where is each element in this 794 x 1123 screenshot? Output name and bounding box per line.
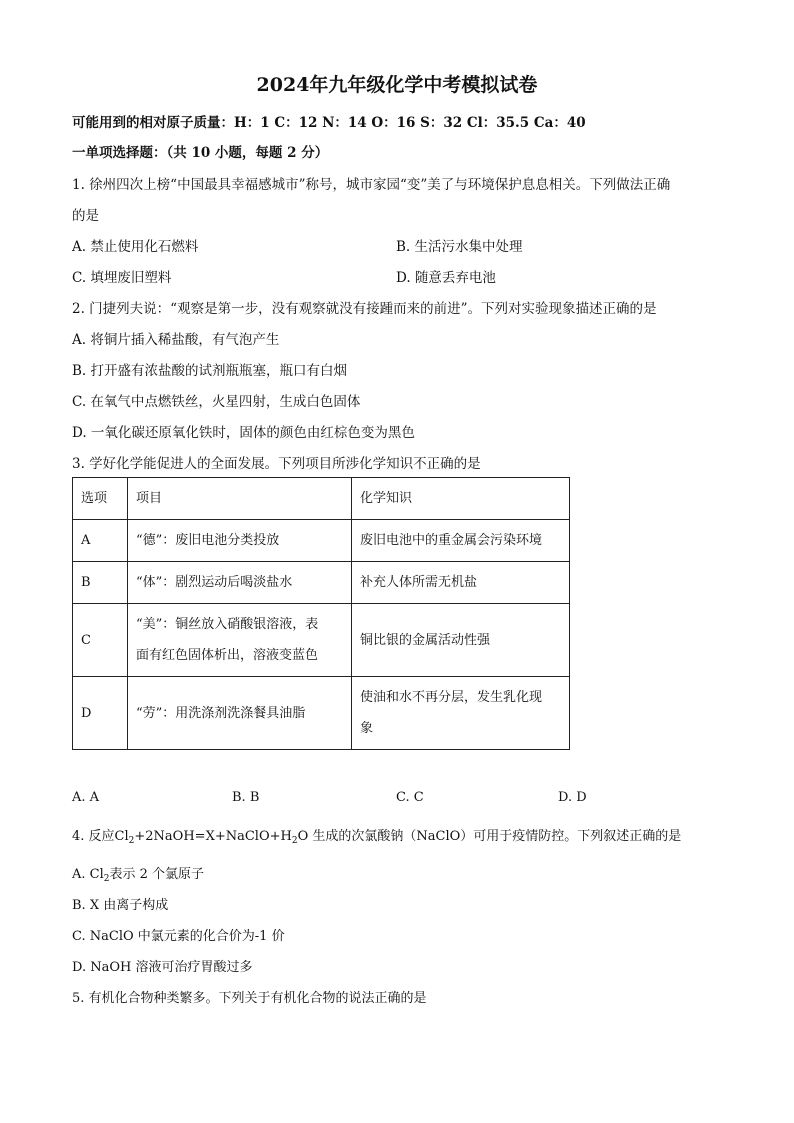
q1-option-a: A. 禁止使用化石燃料 <box>72 239 199 255</box>
table-row <box>73 562 570 604</box>
header-knowledge: 化学知识 <box>352 478 570 520</box>
q4-stem <box>72 825 681 844</box>
table-row <box>73 604 570 677</box>
q2-option-c: C. 在氧气中点燃铁丝，火星四射，生成白色固体 <box>72 394 361 410</box>
q4-option-d: D. NaOH 溶液可治疗胃酸过多 <box>72 960 253 975</box>
row-knowledge-line2: 象 <box>360 721 374 736</box>
q4-option-a-text: 表示 2 个氯原子 <box>109 867 205 882</box>
row-item: “德”：废旧电池分类投放 <box>128 520 352 562</box>
equation-o: O <box>297 829 309 844</box>
row-knowledge: 铜比银的金属活动性强 <box>352 604 570 677</box>
atomic-masses: 可能用到的相对原子质量：H：1 C：12 N：14 O：16 S：32 Cl：35.5 Ca：40 <box>72 115 586 131</box>
row-item: “劳”：用洗涤剂洗涤餐具油脂 <box>128 677 352 750</box>
header-option: 选项 <box>73 478 128 520</box>
q5-stem: 5. 有机化合物种类繁多。下列关于有机化合物的说法正确的是 <box>72 991 427 1006</box>
page-title: 2024年九年级化学中考模拟试卷 <box>256 74 538 96</box>
q4-option-a-sub: 2 <box>103 874 110 884</box>
table-row <box>73 677 570 750</box>
q3-option-b: B. B <box>232 790 260 805</box>
q2-stem: 2. 门捷列夫说：“观察是第一步，没有观察就没有接踵而来的前进”。下列对实验现象描述正确的是 <box>72 301 657 317</box>
row-knowledge <box>352 677 570 750</box>
q3-option-c: C. C <box>396 790 424 805</box>
row-option: B <box>73 562 128 604</box>
section-heading: 一单项选择题：（共 10 小题，每题 2 分） <box>72 145 329 161</box>
row-knowledge-line1: 使油和水不再分层，发生乳化现 <box>360 690 543 705</box>
row-item-line2: 面有红色固体析出，溶液变蓝色 <box>136 648 319 663</box>
row-item <box>128 604 352 677</box>
header-item: 项目 <box>128 478 352 520</box>
q3-table <box>72 477 570 750</box>
row-option: D <box>73 677 128 750</box>
q2-option-a: A. 将铜片插入稀盐酸，有气泡产生 <box>72 332 280 348</box>
q3-option-d: D. D <box>558 790 587 805</box>
q3-stem: 3. 学好化学能促进人的全面发展。下列项目所涉化学知识不正确的是 <box>72 456 481 472</box>
q4-option-b: B. X 由离子构成 <box>72 898 169 913</box>
equation-middle: +2NaOH=X+NaClO+H <box>134 829 292 844</box>
q4-option-c: C. NaClO 中氯元素的化合价为-1 价 <box>72 929 285 944</box>
q4-stem-rest: 生成的次氯酸钠（NaClO）可用于疫情防控。下列叙述正确的是 <box>308 829 682 844</box>
row-option: C <box>73 604 128 677</box>
row-knowledge: 补充人体所需无机盐 <box>352 562 570 604</box>
q1-option-c: C. 填埋废旧塑料 <box>72 270 172 286</box>
q1-option-b: B. 生活污水集中处理 <box>396 239 523 255</box>
row-knowledge: 废旧电池中的重金属会污染环境 <box>352 520 570 562</box>
row-option: A <box>73 520 128 562</box>
q4-option-a <box>72 863 204 882</box>
q3-option-a: A. A <box>72 790 100 805</box>
q4-number: 4. 反应 <box>72 829 115 844</box>
row-item: “体”：剧烈运动后喝淡盐水 <box>128 562 352 604</box>
equation-sub-h2: 2 <box>291 836 298 846</box>
row-item-line1: “美”：铜丝放入硝酸银溶液，表 <box>136 617 319 632</box>
q1-stem-line1: 1. 徐州四次上榜“中国最具幸福感城市”称号，城市家园“变”美了与环境保护息息相关。下列做法正确 <box>72 177 671 193</box>
q2-option-b: B. 打开盛有浓盐酸的试剂瓶瓶塞，瓶口有白烟 <box>72 363 348 379</box>
q1-option-d: D. 随意丢弃电池 <box>396 270 496 286</box>
equation-cl: Cl <box>114 829 129 844</box>
table-header-row <box>73 478 570 520</box>
q1-stem-line2: 的是 <box>72 208 99 224</box>
table-row <box>73 520 570 562</box>
equation-sub-2: 2 <box>128 836 135 846</box>
q2-option-d: D. 一氧化碳还原氧化铁时，固体的颜色由红棕色变为黑色 <box>72 425 415 441</box>
q4-option-a-prefix: A. Cl <box>72 867 104 882</box>
